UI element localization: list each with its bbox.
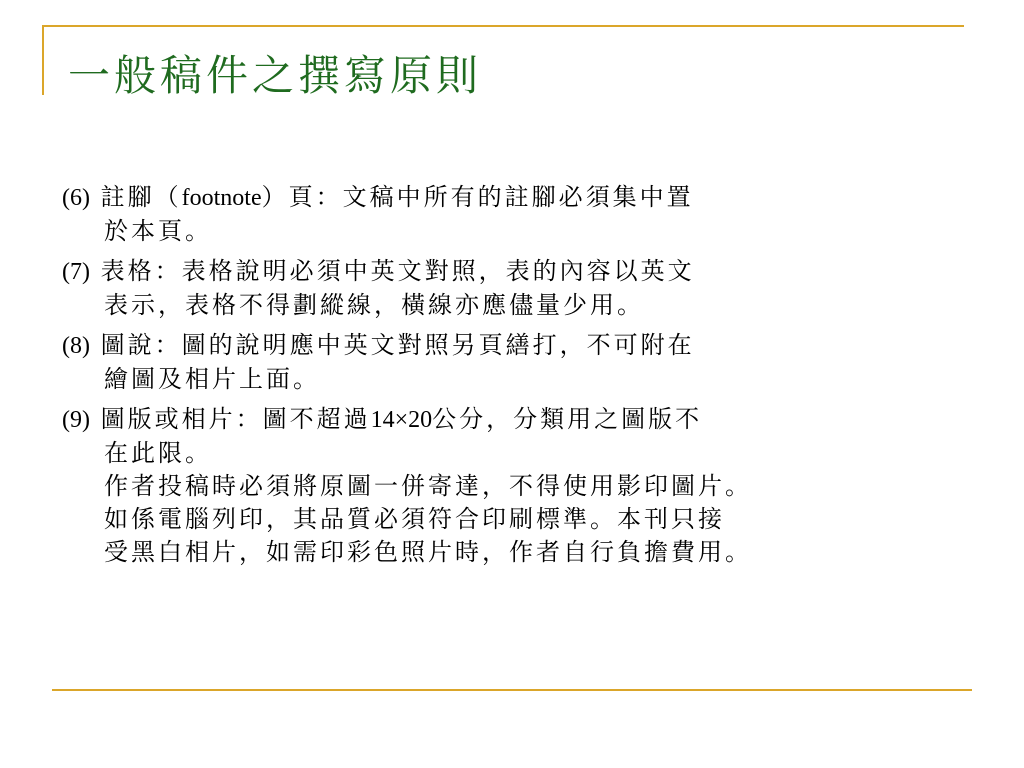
item-text-latin: 14×20 [370, 407, 433, 433]
left-rule [42, 25, 44, 95]
item-line: 作者投稿時必須將原圖一併寄達，不得使用影印圖片。 [104, 472, 752, 500]
slide-body [62, 181, 1002, 576]
list-item [62, 329, 1002, 396]
item-number: (6) [62, 185, 90, 211]
item-text: 圖說：圖的說明應中英文對照另頁繕打，不可附在 [100, 331, 695, 359]
list-item [62, 403, 1002, 569]
item-number: (7) [62, 259, 90, 285]
list-item [62, 181, 1002, 248]
item-line [62, 329, 1002, 363]
item-text: ）頁：文稿中所有的註腳必須集中置 [261, 183, 694, 211]
item-text: 公分，分類用之圖版不 [432, 405, 703, 433]
item-line: 表示，表格不得劃縱線，橫線亦應儘量少用。 [104, 291, 644, 319]
item-line: 在此限。 [104, 439, 212, 467]
slide-title: 一般稿件之撰寫原則 [68, 51, 483, 100]
top-rule [42, 25, 964, 27]
item-line [62, 255, 1002, 289]
item-text: 註腳（ [100, 183, 182, 211]
item-number: (9) [62, 407, 90, 433]
item-line: 於本頁。 [104, 217, 212, 245]
item-text-latin: footnote [181, 185, 262, 211]
item-line [62, 403, 1002, 437]
item-line [62, 181, 1002, 215]
item-line: 受黑白相片，如需印彩色照片時，作者自行負擔費用。 [104, 538, 752, 566]
bottom-rule [52, 689, 972, 691]
item-line: 如係電腦列印，其品質必須符合印刷標準。本刊只接 [104, 505, 725, 533]
item-number: (8) [62, 333, 90, 359]
item-text: 圖版或相片：圖不超過 [100, 405, 371, 433]
list-item [62, 255, 1002, 322]
item-text: 表格：表格說明必須中英文對照，表的內容以英文 [100, 257, 695, 285]
item-line: 繪圖及相片上面。 [104, 365, 320, 393]
